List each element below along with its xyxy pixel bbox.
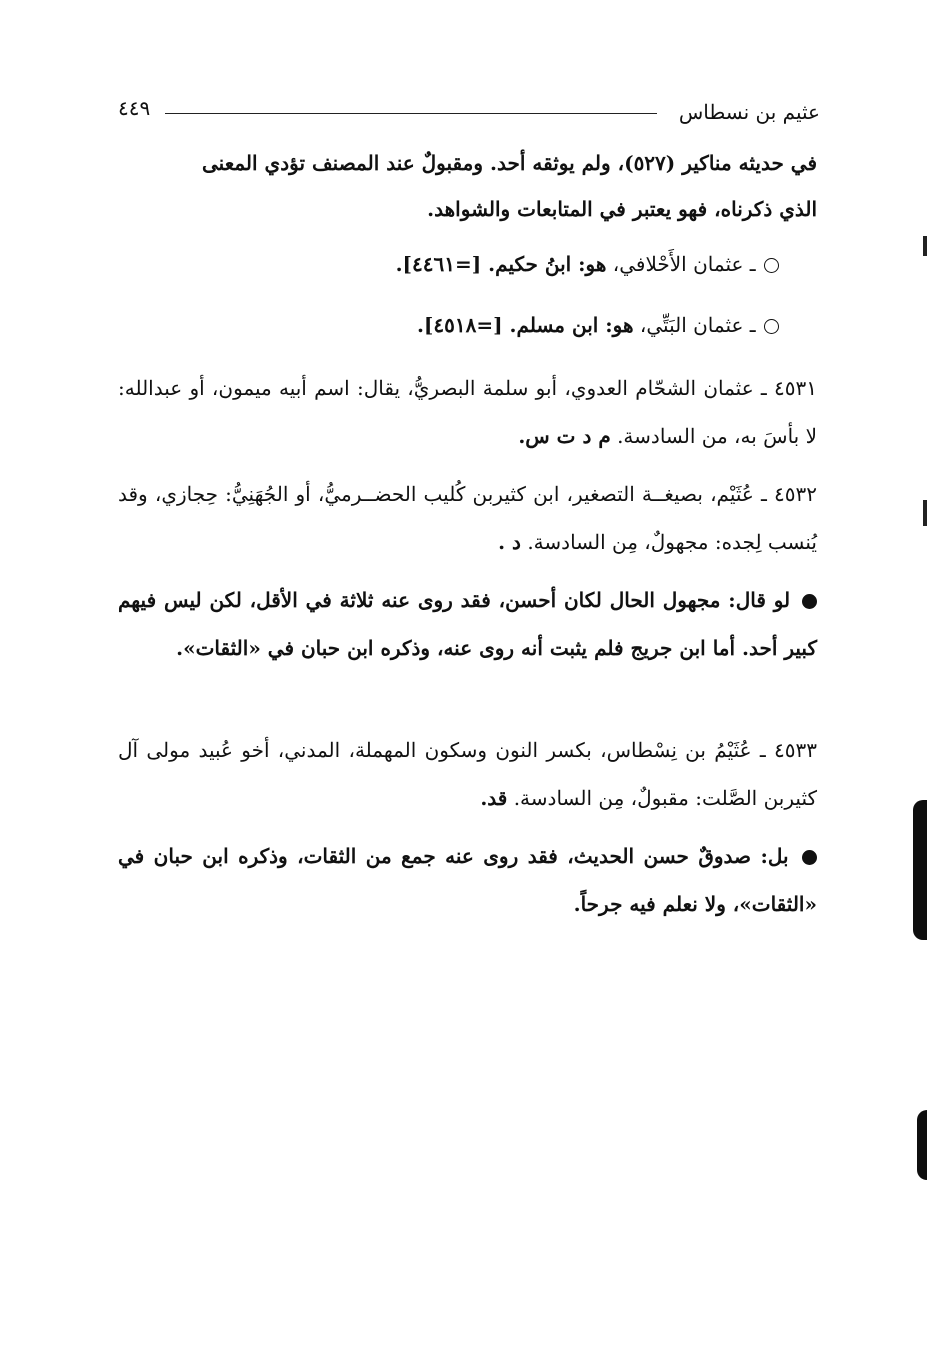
entry-number: ٤٥٣٢ <box>774 482 817 506</box>
scan-edge-shadow <box>913 800 927 940</box>
comment-text: لو قال: مجهول الحال لكان أحسن، فقد روى عنه ثلاثة في الأقل، لكن ليس فيهم كبير أحد. أما ابن جريج فلم يثبت أنه روى عنه، وذكره ابن حبان في «الثقات». <box>118 588 817 660</box>
entry-number: ٤٥٣٣ <box>774 738 817 762</box>
entry-symbols: م د ت س. <box>518 424 611 448</box>
circle-bullet-icon <box>764 258 779 273</box>
header-title: عثيم بن نسطاس <box>678 100 820 124</box>
entry-symbols: د . <box>498 530 521 554</box>
filled-bullet-icon <box>802 850 817 865</box>
cross-reference <box>417 313 779 337</box>
intro-line-1: في حديثه مناكير (٥٢٧)، ولم يوثقه أحد. ومقبولٌ عند المصنف تؤدي المعنى <box>202 151 817 175</box>
comment-paragraph <box>118 832 817 928</box>
cross-reference <box>396 252 779 276</box>
cross-reference-target: هو: ابنُ حكيم. [=٤٤٦١]. <box>395 252 607 276</box>
entry-4532 <box>118 470 817 566</box>
cross-reference-name: ـ عثمان الأَحْلافي، <box>612 252 756 276</box>
entry-number: ٤٥٣١ <box>774 376 818 400</box>
cross-reference-target: هو: ابن مسلم. [=٤٥١٨]. <box>416 313 634 337</box>
entry-text: ـ عُثَيْم، بصيغــة التصغير، ابن كثيربن كُليب الحضــرميُّ، أو الجُهَنِيُّ: حِجازي، وقد يُنسب لِجده: مجهولٌ، مِن السادسة. <box>118 482 817 554</box>
filled-bullet-icon <box>802 594 817 609</box>
header-rule <box>165 113 657 114</box>
cross-reference-name: ـ عثمان البَتِّي، <box>639 313 756 337</box>
page-number: ٤٤٩ <box>118 96 151 120</box>
entry-text: ـ عُثَيْمُ بن نِسْطاس، بكسر النون وسكون المهملة، المدني، أخو عُبيد مولى آل كثيربن الصَّلت: مقبولٌ، مِن السادسة. <box>118 738 817 810</box>
scan-edge-mark <box>923 236 927 256</box>
comment-paragraph <box>118 576 817 672</box>
scan-edge-mark <box>923 500 927 526</box>
scan-edge-shadow <box>917 1110 927 1180</box>
intro-paragraph <box>118 140 817 232</box>
comment-text: بل: صدوقٌ حسن الحديث، فقد روى عنه جمع من الثقات، وذكره ابن حبان في «الثقات»، ولا نعلم فيه جرحاً. <box>118 844 817 916</box>
intro-line-2: الذي ذكرناه، فهو يعتبر في المتابعات والشواهد. <box>427 197 817 221</box>
entry-text: ـ عثمان الشحّام العدوي، أبو سلمة البصريُّ، يقال: اسم أبيه ميمون، أو عبدالله: لا بأسَ به، من السادسة. <box>118 376 817 448</box>
entry-symbols: قد. <box>480 786 508 810</box>
entry-4531 <box>118 364 817 460</box>
circle-bullet-icon <box>764 319 779 334</box>
running-header <box>118 96 820 128</box>
entry-4533 <box>118 726 817 822</box>
